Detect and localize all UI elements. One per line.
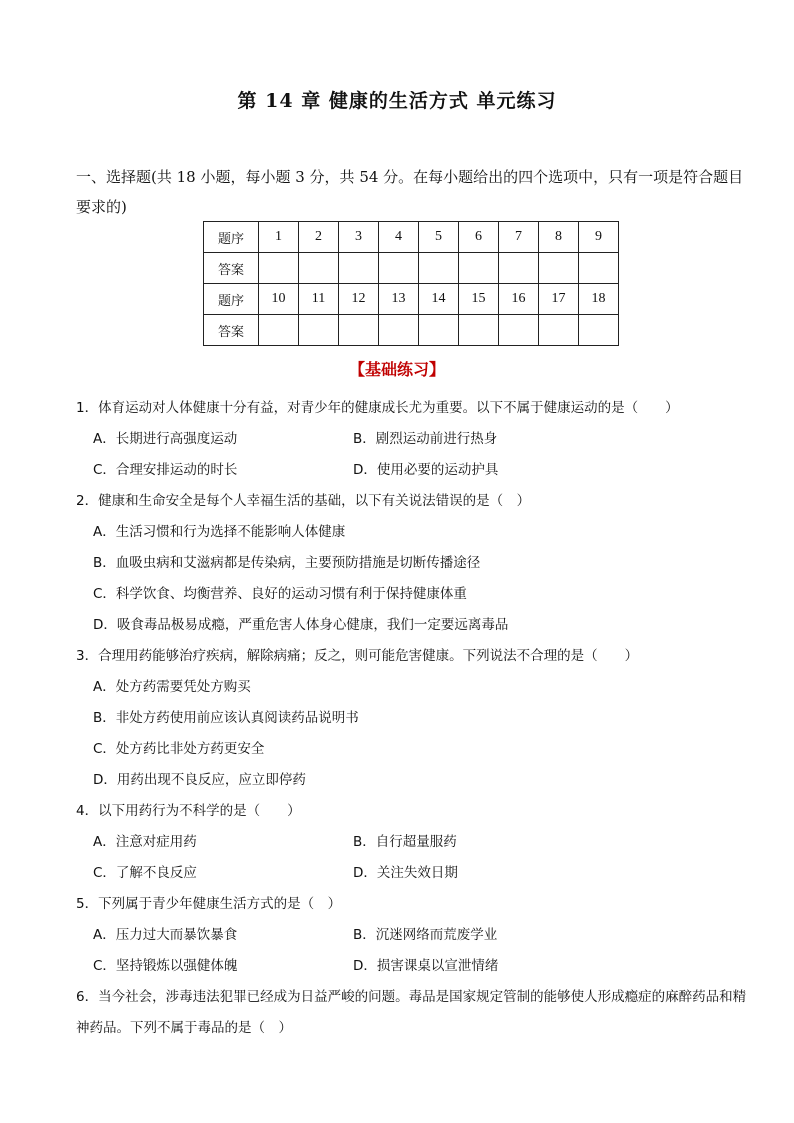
question-number-cell: 2 <box>299 222 339 253</box>
question-number-cell: 17 <box>539 284 579 315</box>
option-a[interactable]: A．处方药需要凭处方购买 <box>93 679 251 695</box>
option-a[interactable]: A．长期进行高强度运动 <box>93 431 238 447</box>
question-number-cell: 15 <box>459 284 499 315</box>
question-list <box>76 393 756 1044</box>
question-number-cell: 12 <box>339 284 379 315</box>
answer-cell[interactable] <box>459 315 499 346</box>
answer-cell[interactable] <box>579 315 619 346</box>
question-number-cell: 13 <box>379 284 419 315</box>
answer-cell[interactable] <box>379 253 419 284</box>
answer-cell[interactable] <box>339 253 379 284</box>
question-stem: 5．下列属于青少年健康生活方式的是（ ） <box>76 896 342 912</box>
question-number-cell: 16 <box>499 284 539 315</box>
question-number-cell: 11 <box>299 284 339 315</box>
answer-row-2 <box>204 315 619 346</box>
answer-label: 答案 <box>204 315 259 346</box>
question-stem: 2．健康和生命安全是每个人幸福生活的基础，以下有关说法错误的是（ ） <box>76 493 531 509</box>
question-3 <box>76 641 756 796</box>
option-c[interactable]: C．科学饮食、均衡营养、良好的运动习惯有利于保持健康体重 <box>93 586 467 602</box>
answer-cell[interactable] <box>539 253 579 284</box>
option-c[interactable]: C．坚持锻炼以强健体魄 <box>93 958 238 974</box>
number-row-2 <box>204 284 619 315</box>
document-title: 第 14 章 健康的生活方式 单元练习 <box>237 90 557 112</box>
option-c[interactable]: C．处方药比非处方药更安全 <box>93 741 265 757</box>
question-number-cell: 6 <box>459 222 499 253</box>
answer-cell[interactable] <box>499 253 539 284</box>
question-number-cell: 10 <box>259 284 299 315</box>
answer-grid <box>203 221 619 346</box>
answer-cell[interactable] <box>339 315 379 346</box>
question-number-cell: 1 <box>259 222 299 253</box>
question-number-cell: 7 <box>499 222 539 253</box>
answer-cell[interactable] <box>299 315 339 346</box>
question-4 <box>76 796 756 889</box>
question-number-cell: 14 <box>419 284 459 315</box>
number-label: 题序 <box>204 284 259 315</box>
option-a[interactable]: A．生活习惯和行为选择不能影响人体健康 <box>93 524 346 540</box>
option-b[interactable]: B．非处方药使用前应该认真阅读药品说明书 <box>93 710 359 726</box>
option-d[interactable]: D．用药出现不良反应，应立即停药 <box>93 772 306 788</box>
option-b[interactable]: B．剧烈运动前进行热身 <box>353 431 498 447</box>
question-1 <box>76 393 756 486</box>
answer-cell[interactable] <box>379 315 419 346</box>
option-d[interactable]: D．损害课桌以宣泄情绪 <box>353 958 499 974</box>
answer-cell[interactable] <box>259 315 299 346</box>
option-b[interactable]: B．自行超量服药 <box>353 834 457 850</box>
question-stem: 4．以下用药行为不科学的是（ ） <box>76 803 301 819</box>
option-b[interactable]: B．血吸虫病和艾滋病都是传染病，主要预防措施是切断传播途径 <box>93 555 481 571</box>
basic-practice-heading: 【基础练习】 <box>348 360 445 379</box>
option-d[interactable]: D．使用必要的运动护具 <box>353 462 499 478</box>
question-number-cell: 3 <box>339 222 379 253</box>
section-intro: 一、选择题(共 18 小题，每小题 3 分，共 54 分。在每小题给出的四个选项中，只有一项是符合题目要求的) <box>76 168 744 216</box>
answer-row-1 <box>204 253 619 284</box>
answer-cell[interactable] <box>299 253 339 284</box>
question-stem: 3．合理用药能够治疗疾病，解除病痛；反之，则可能危害健康。下列说法不合理的是（ ） <box>76 648 639 664</box>
answer-cell[interactable] <box>579 253 619 284</box>
question-2 <box>76 486 756 641</box>
question-number-cell: 8 <box>539 222 579 253</box>
option-a[interactable]: A．压力过大而暴饮暴食 <box>93 927 238 943</box>
answer-cell[interactable] <box>419 315 459 346</box>
question-number-cell: 5 <box>419 222 459 253</box>
question-number-cell: 18 <box>579 284 619 315</box>
number-label: 题序 <box>204 222 259 253</box>
option-c[interactable]: C．合理安排运动的时长 <box>93 462 238 478</box>
option-b[interactable]: B．沉迷网络而荒废学业 <box>353 927 498 943</box>
option-c[interactable]: C．了解不良反应 <box>93 865 197 881</box>
option-d[interactable]: D．关注失效日期 <box>353 865 458 881</box>
option-a[interactable]: A．注意对症用药 <box>93 834 197 850</box>
question-stem: 6．当今社会，涉毒违法犯罪已经成为日益严峻的问题。毒品是国家规定管制的能够使人形成瘾症的麻醉药品和精神药品。下列不属于毒品的是（ ） <box>76 989 747 1036</box>
answer-cell[interactable] <box>419 253 459 284</box>
answer-label: 答案 <box>204 253 259 284</box>
answer-cell[interactable] <box>259 253 299 284</box>
answer-cell[interactable] <box>459 253 499 284</box>
question-stem: 1．体育运动对人体健康十分有益，对青少年的健康成长尤为重要。以下不属于健康运动的是（ ） <box>76 400 679 416</box>
question-6 <box>76 982 756 1044</box>
number-row-1 <box>204 222 619 253</box>
question-number-cell: 4 <box>379 222 419 253</box>
question-number-cell: 9 <box>579 222 619 253</box>
answer-cell[interactable] <box>539 315 579 346</box>
answer-cell[interactable] <box>499 315 539 346</box>
option-d[interactable]: D．吸食毒品极易成瘾，严重危害人体身心健康，我们一定要远离毒品 <box>93 617 509 633</box>
question-5 <box>76 889 756 982</box>
